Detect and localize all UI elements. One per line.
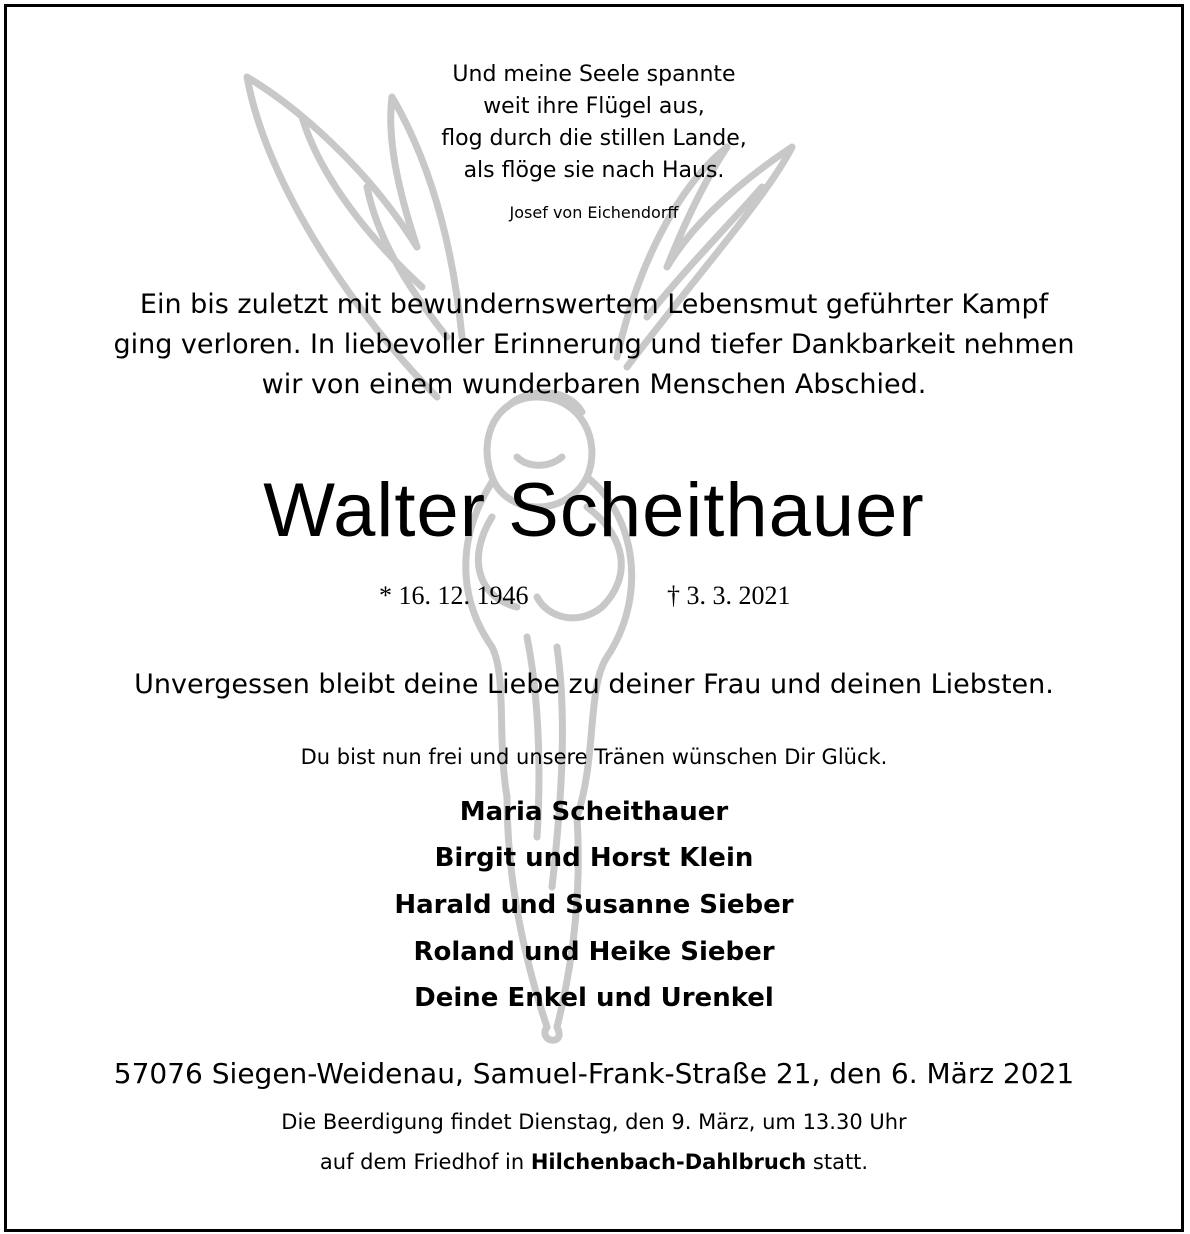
mourner-name: Maria Scheithauer <box>459 797 729 827</box>
deceased-name: Walter Scheithauer <box>263 468 925 553</box>
funeral-line <box>7 1145 1181 1179</box>
intro-line: Ein bis zuletzt mit bewundernswertem Lebensmut geführter Kampf <box>139 289 1049 320</box>
mourner-name: Deine Enkel und Urenkel <box>414 983 774 1013</box>
mourner-name: Harald und Susanne Sieber <box>394 890 794 920</box>
poem-line: als flöge sie nach Haus. <box>463 158 725 183</box>
mourner-name: Roland und Heike Sieber <box>413 937 775 967</box>
funeral-place: Hilchenbach-Dahlbruch <box>530 1150 807 1174</box>
birth-date: * 16. 12. 1946 <box>379 581 529 610</box>
tribute-text: Unvergessen bleibt deine Liebe zu deiner Frau und deinen Liebsten. <box>134 669 1054 700</box>
poem-line: weit ihre Flügel aus, <box>483 94 705 119</box>
intro-line: ging verloren. In liebevoller Erinnerung und tiefer Dankbarkeit nehmen <box>113 329 1075 360</box>
funeral-prefix: auf dem Friedhof in <box>319 1150 531 1174</box>
funeral-line: Die Beerdigung findet Dienstag, den 9. März, um 13.30 Uhr <box>281 1110 907 1134</box>
obituary-notice <box>4 4 1184 1232</box>
poem-line: Und meine Seele spannte <box>452 62 736 87</box>
intro-line: wir von einem wunderbaren Menschen Abschied. <box>261 369 927 400</box>
mourner-name: Birgit und Horst Klein <box>434 843 754 873</box>
poem-author: Josef von Eichendorff <box>509 203 679 222</box>
funeral-suffix: statt. <box>806 1150 869 1174</box>
death-date: † 3. 3. 2021 <box>667 581 791 610</box>
poem-line: flog durch die stillen Lande, <box>441 126 747 151</box>
wish-text: Du bist nun frei und unsere Tränen wünschen Dir Glück. <box>300 745 888 769</box>
place-date: 57076 Siegen-Weidenau, Samuel-Frank-Straße 21, den 6. März 2021 <box>113 1057 1075 1090</box>
